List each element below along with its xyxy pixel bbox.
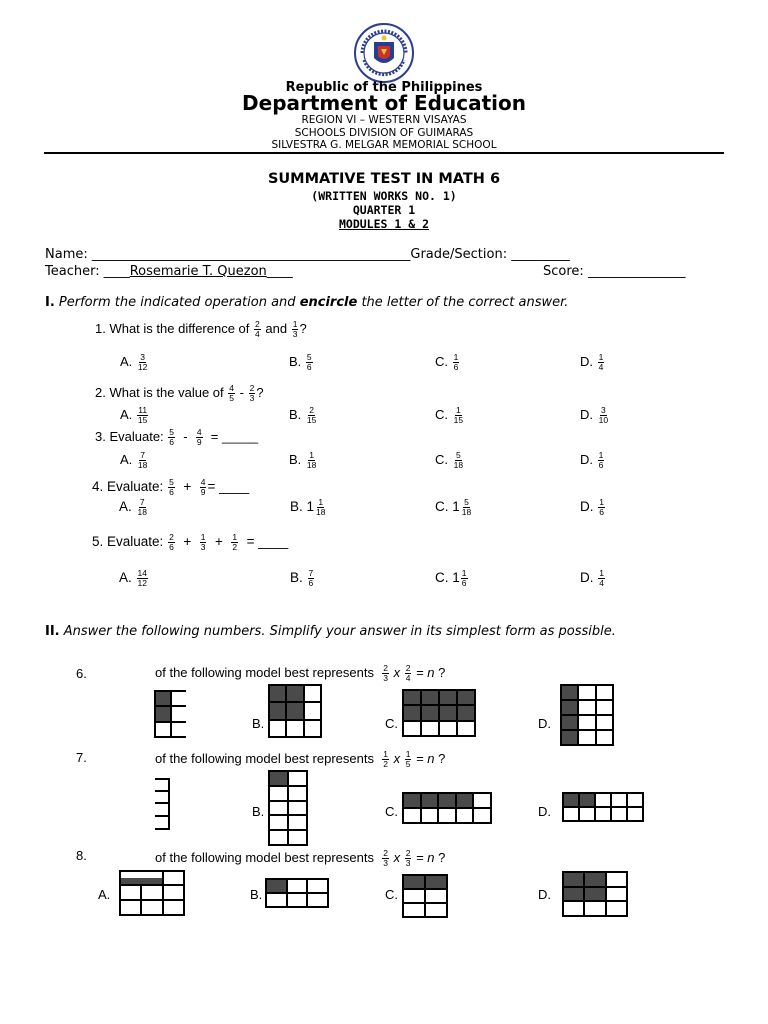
q8-label-d[interactable]: D. (538, 887, 551, 902)
q3-text: 3. Evaluate: (95, 428, 164, 444)
question-6: of the following model best represents $\frac{2}{3}$ x $\frac{2}{4}$ = n ? (155, 663, 446, 683)
q4-text: 4. Evaluate: (92, 478, 164, 494)
section1-text-b: the letter of the correct answer. (357, 295, 569, 310)
teacher-field (45, 264, 293, 279)
q7-label-b[interactable]: B. (252, 804, 265, 819)
q8-model-a[interactable] (119, 870, 185, 916)
name-label: Name: (45, 247, 92, 262)
section1-number: I. (45, 295, 55, 310)
q8-model-b[interactable] (265, 878, 329, 908)
section1-text-bold: encircle (299, 295, 358, 310)
q8-model-d[interactable] (562, 871, 628, 917)
test-title: SUMMATIVE TEST IN MATH 6 (267, 171, 501, 187)
section2-number: II. (45, 624, 60, 639)
q6-model-a[interactable] (154, 690, 186, 738)
q6-model-d[interactable] (560, 684, 614, 746)
question-1: 1. What is the difference of $\frac{2}{4}$ and $\frac{1}{3}$ ? (95, 319, 307, 339)
question-2: 2. What is the value of $\frac{4}{5}$ - $\frac{2}{3}$ ? (95, 383, 264, 403)
test-subtitle: (WRITTEN WORKS NO. 1) (311, 189, 457, 203)
question-7: of the following model best represents $\frac{1}{2}$ x $\frac{1}{5}$ = n ? (155, 749, 446, 769)
question-4: 4. Evaluate: $\frac{5}{6}$ + $\frac{4}{9}$ = ____ (92, 477, 250, 497)
q6-label-d[interactable]: D. (538, 716, 551, 731)
q2-option-d[interactable]: D. $\frac{3}{10}$ (580, 405, 609, 425)
q4-frac-2: $\frac{4}{9}$ (200, 477, 206, 497)
section2-text: Answer the following numbers. Simplify your answer in its simplest form as possible. (59, 624, 616, 639)
q2-option-c[interactable]: C. $\frac{1}{15}$ (435, 405, 464, 425)
q1-option-a[interactable]: A. $\frac{3}{12}$ (120, 352, 148, 372)
question-3: 3. Evaluate: $\frac{5}{6}$ - $\frac{4}{9}$ = _____ (95, 427, 259, 447)
q8-model-c[interactable] (402, 874, 448, 918)
score-field[interactable] (543, 264, 685, 279)
q7-model-d[interactable] (562, 792, 644, 822)
q6-model-c[interactable] (402, 689, 476, 737)
question-5: 5. Evaluate: $\frac{2}{6}$ + $\frac{1}{3}$ + $\frac{1}{2}$ = ____ (92, 532, 289, 552)
teacher-name: Rosemarie T. Quezon (129, 264, 267, 279)
q3-option-c[interactable]: C. $\frac{5}{18}$ (435, 450, 464, 470)
q3-option-a[interactable]: A. $\frac{7}{18}$ (120, 450, 148, 470)
q5-option-c[interactable]: C. 1 $\frac{1}{6}$ (435, 568, 467, 588)
q2-option-b[interactable]: B. $\frac{2}{15}$ (289, 405, 317, 425)
q2-text: 2. What is the value of (95, 384, 224, 400)
q1-option-c[interactable]: C. $\frac{1}{6}$ (435, 352, 459, 372)
q5-option-b[interactable]: B. $\frac{7}{6}$ (290, 568, 314, 588)
q8-label-a[interactable]: A. (98, 887, 111, 902)
teacher-label: Teacher: (45, 264, 104, 279)
score-blank[interactable]: _______________ (587, 264, 686, 279)
section1-instructions (45, 295, 568, 310)
q5-text: 5. Evaluate: (92, 533, 164, 549)
q7-label-c[interactable]: C. (385, 804, 398, 819)
q7-model-c[interactable] (402, 792, 492, 824)
q7-label-d[interactable]: D. (538, 804, 551, 819)
q4-option-c[interactable]: C. 1 $\frac{5}{18}$ (435, 497, 472, 517)
q3-option-b[interactable]: B. $\frac{1}{18}$ (289, 450, 317, 470)
school-line: SILVESTRA G. MELGAR MEMORIAL SCHOOL (271, 139, 497, 151)
name-field[interactable] (45, 247, 570, 262)
division-line: SCHOOLS DIVISION OF GUIMARAS (294, 127, 474, 139)
q1-and: and (265, 320, 288, 336)
q5-option-d[interactable]: D. $\frac{1}{4}$ (580, 568, 604, 588)
q3-frac-2: $\frac{4}{9}$ (196, 427, 202, 447)
republic-line: Republic of the Philippines (285, 80, 483, 95)
q6-label-c[interactable]: C. (385, 716, 398, 731)
q1-frac-1: $\frac{2}{4}$ (255, 319, 260, 339)
q5-frac-1: $\frac{2}{6}$ (169, 532, 174, 552)
q8-number: 8. (76, 848, 87, 863)
deped-seal-logo (348, 22, 420, 84)
q2-frac-2: $\frac{2}{3}$ (249, 383, 255, 403)
q8-label-c[interactable]: C. (385, 887, 398, 902)
teacher-post-blank: ____ (266, 264, 293, 279)
q1-frac-2: $\frac{1}{3}$ (292, 319, 298, 339)
q7-number: 7. (76, 750, 87, 765)
region-line: REGION VI – WESTERN VISAYAS (301, 114, 467, 126)
q3-frac-1: $\frac{5}{6}$ (169, 427, 175, 447)
teacher-pre-blank: ____ (103, 264, 130, 279)
section2-instructions (45, 624, 616, 639)
modules-label: MODULES 1 & 2 (338, 217, 429, 231)
q4-option-d[interactable]: D. $\frac{1}{6}$ (580, 497, 604, 517)
q1-text: 1. What is the difference of (95, 320, 250, 336)
q7-model-a[interactable] (155, 776, 175, 832)
q6-label-b[interactable]: B. (252, 716, 265, 731)
q7-model-b[interactable] (268, 770, 308, 846)
q2-option-a[interactable]: A. $\frac{11}{15}$ (120, 405, 148, 425)
grade-label: Grade/Section: (410, 247, 512, 262)
section1-text-a: Perform the indicated operation and (54, 295, 300, 310)
q3-option-d[interactable]: D. $\frac{1}{6}$ (580, 450, 604, 470)
q8-label-b[interactable]: B. (250, 887, 263, 902)
quarter-label: QUARTER 1 (352, 203, 416, 217)
name-blank[interactable]: _________________________________________________ (91, 247, 411, 262)
q4-option-b[interactable]: B. 1 $\frac{1}{18}$ (290, 497, 326, 517)
score-label: Score: (543, 264, 588, 279)
q6-number: 6. (76, 666, 87, 681)
q2-frac-1: $\frac{4}{5}$ (229, 383, 234, 403)
q6-model-b[interactable] (268, 684, 322, 738)
header-divider (44, 152, 724, 154)
q4-frac-1: $\frac{5}{6}$ (169, 477, 174, 497)
q1-option-d[interactable]: D. $\frac{1}{4}$ (580, 352, 604, 372)
q1-option-b[interactable]: B. $\frac{5}{6}$ (289, 352, 312, 372)
question-8: of the following model best represents $\frac{2}{3}$ x $\frac{2}{3}$ = n ? (155, 848, 446, 868)
department-title: Department of Education (242, 91, 526, 115)
q5-option-a[interactable]: A. $\frac{14}{12}$ (119, 568, 147, 588)
q5-frac-3: $\frac{1}{2}$ (232, 532, 238, 552)
q4-option-a[interactable]: A. $\frac{7}{18}$ (119, 497, 147, 517)
grade-blank[interactable]: _________ (511, 247, 570, 262)
q5-frac-2: $\frac{1}{3}$ (200, 532, 206, 552)
